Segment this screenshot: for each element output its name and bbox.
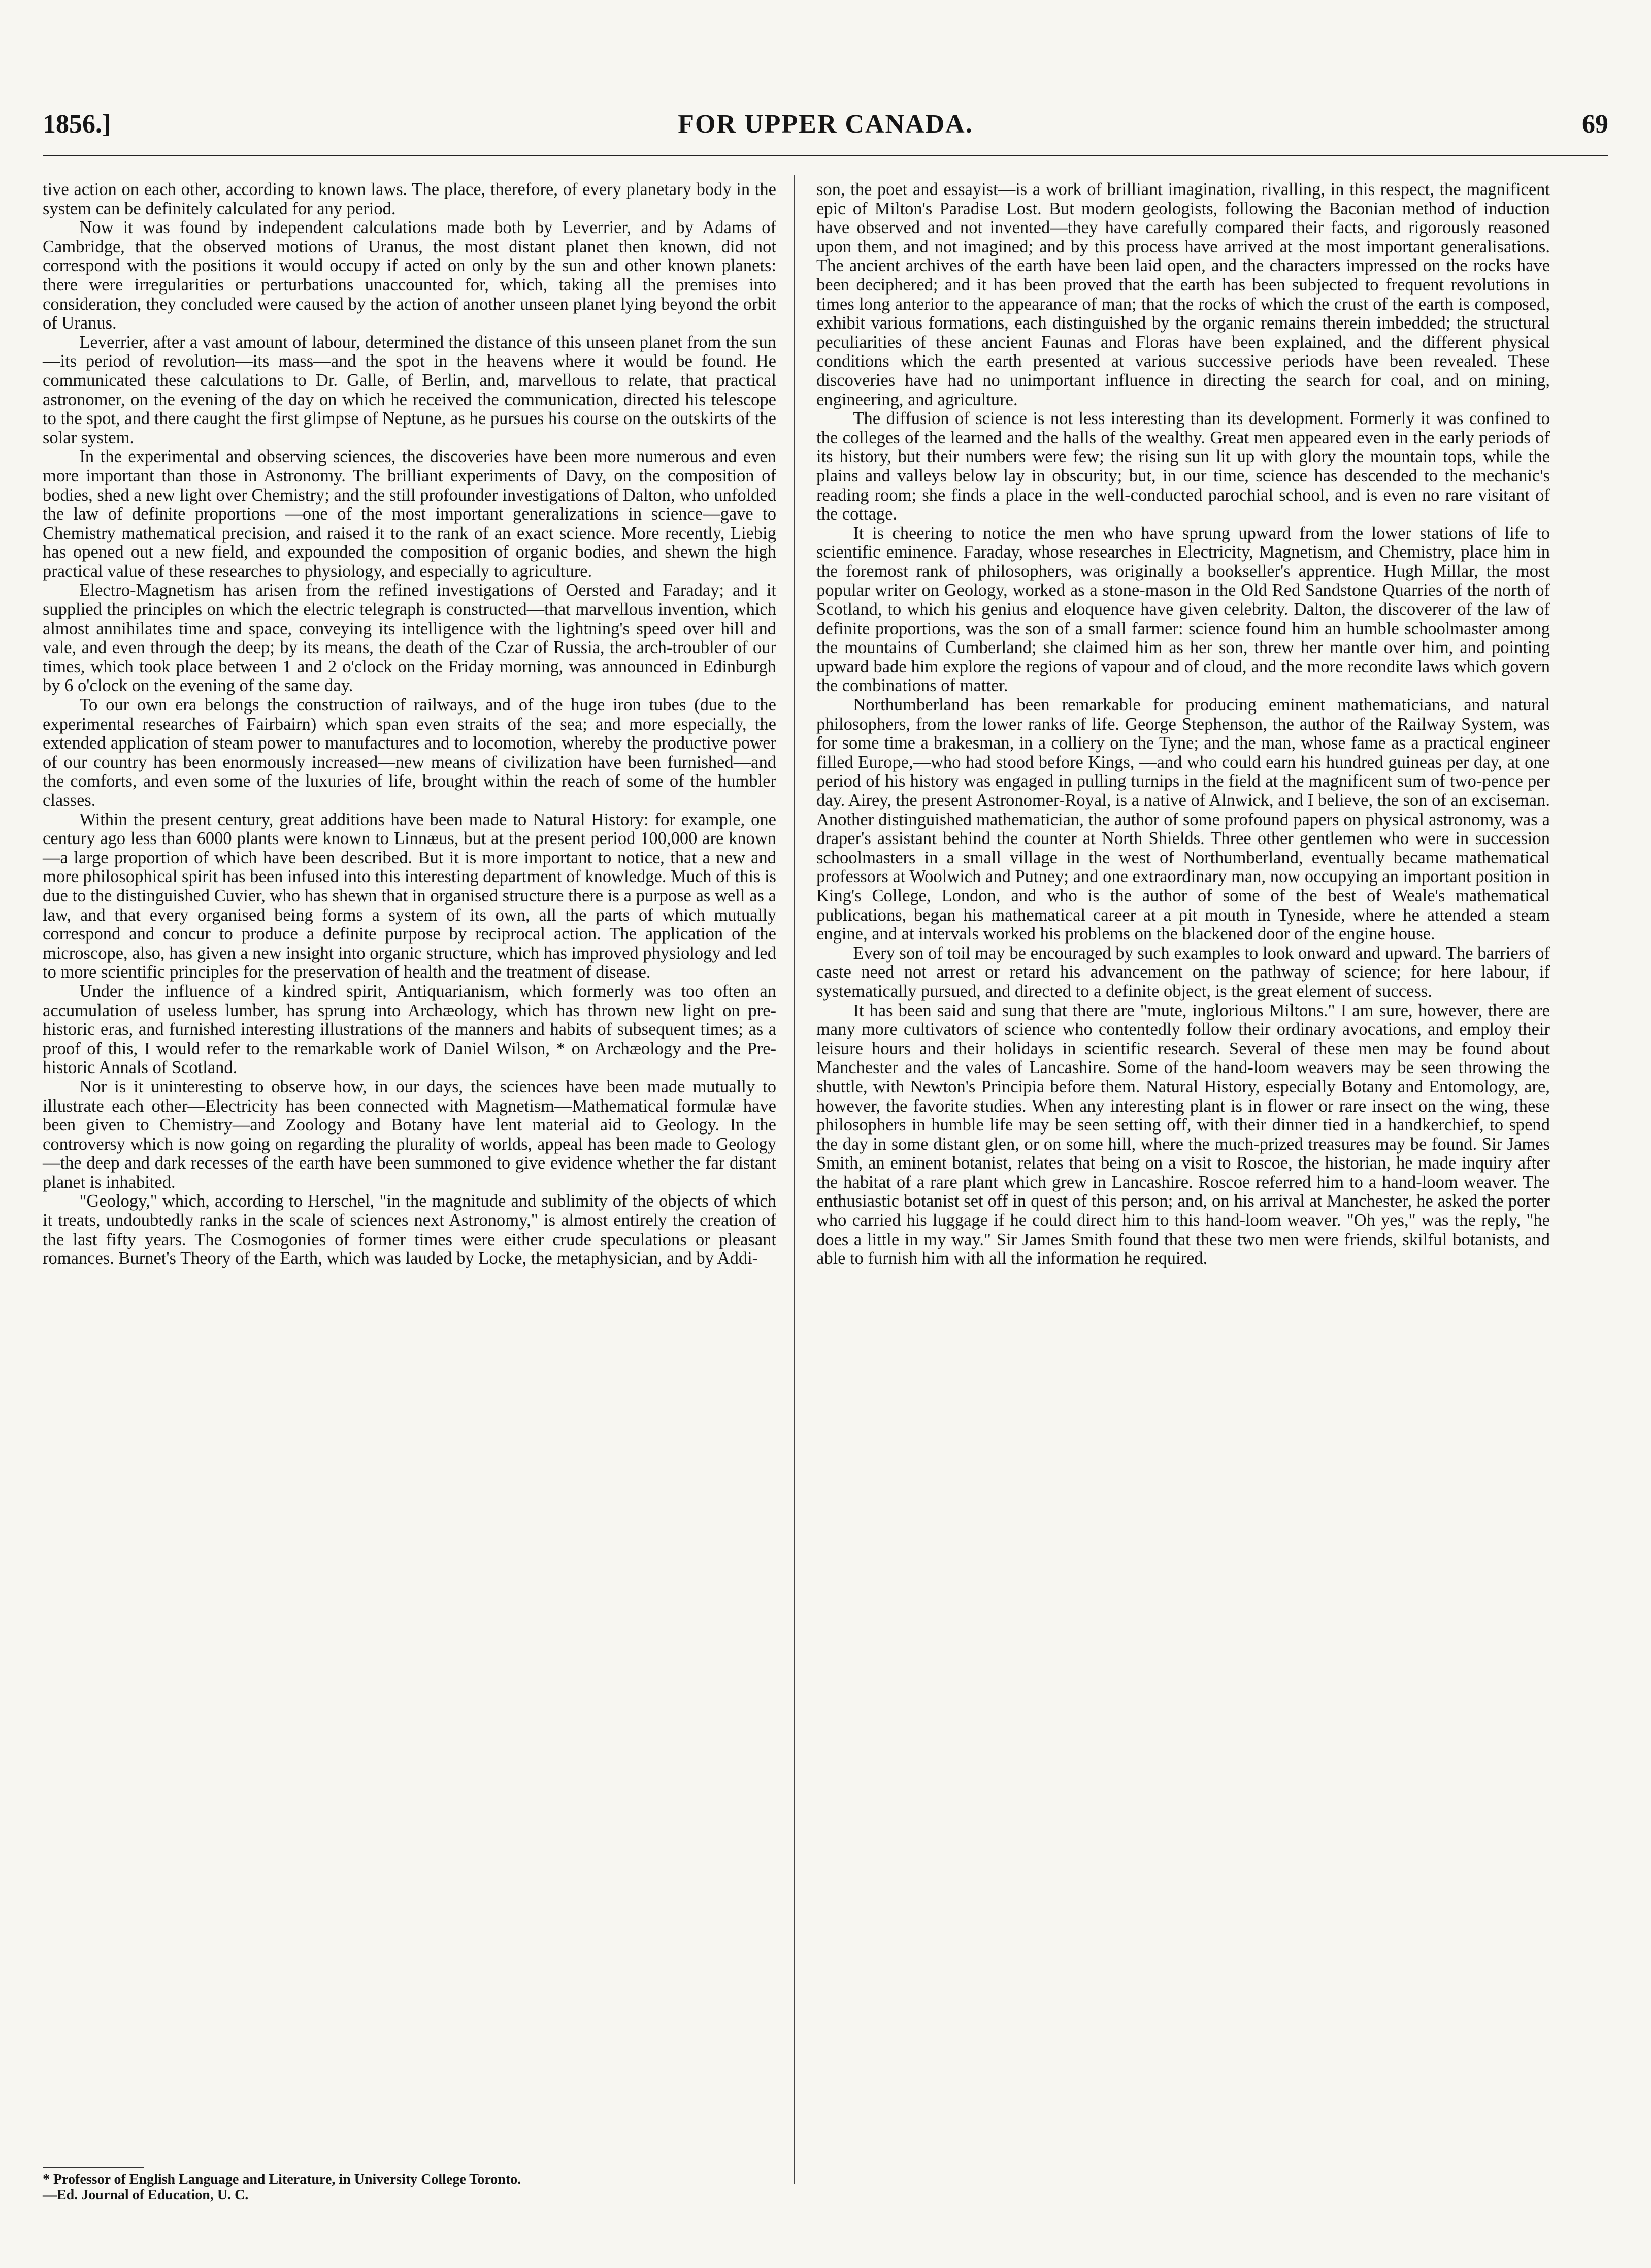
- header-title: FOR UPPER CANADA.: [678, 110, 973, 139]
- paragraph: In the experimental and observing sciences, the discoveries have been more numerous and even more important than those in Astronomy. The brilliant experiments of Davy, on the composition of bodies, shed a new light over Chemistry; and the still profounder investigations of Dalton, who unfolded the law of definite proportions —one of the most important generalizations in science—gave to Chemistry mathematical precision, and raised it to the rank of an exact science. More recently, Liebig has opened out a new field, and expounded the composition of organic bodies, and shewn the high practical value of these researches to physiology, and especially to agriculture.: [43, 447, 776, 581]
- paragraph: Leverrier, after a vast amount of labour, determined the distance of this unseen planet from the sun—its period of revolution—its mass—and the spot in the heavens where it would be found. He communicated these calculations to Dr. Galle, of Berlin, and, marvellous to relate, that practical astronomer, on the evening of the day on which he received the communication, directed his telescope to the spot, and there caught the first glimpse of Neptune, as he pursues his course on the outskirts of the solar system.: [43, 332, 776, 447]
- running-header: [43, 104, 1608, 145]
- footnote: [43, 2172, 776, 2203]
- paragraph: Under the influence of a kindred spirit, Antiquarianism, which formerly was too often an accumulation of useless lumber, has sprung into Archæology, which has thrown new light on pre-historic eras, and furnished interesting illustrations of the manners and habits of subsequent times; as a proof of this, I would refer to the remarkable work of Daniel Wilson, * on Archæology and the Pre-historic Annals of Scotland.: [43, 981, 776, 1078]
- paragraph: To our own era belongs the construction of railways, and of the huge iron tubes (due to the experimental researches of Fairbairn) which span even straits of the sea; and more especially, the extended application of steam power to manufactures and to locomotion, whereby the productive power of our country has been enormously increased—new means of civilization have been furnished—and the comforts, and even some of the luxuries of life, brought within the reach of some of the humbler classes.: [43, 695, 776, 810]
- right-column: [816, 180, 1550, 1269]
- paragraph: Nor is it uninteresting to observe how, in our days, the sciences have been made mutually to illustrate each other—Electricity has been connected with Magnetism—Mathematical formulæ have been given to Chemistry—and Zoology and Botany have lent material aid to Geology. In the controversy which is now going on regarding the plurality of worlds, appeal has been made to Geology—the deep and dark recesses of the earth have been summoned to give evidence whether the far distant planet is inhabited.: [43, 1077, 776, 1192]
- column-divider: [794, 175, 795, 2184]
- paragraph: Northumberland has been remarkable for producing eminent mathematicians, and natural philosophers, from the lower ranks of life. George Stephenson, the author of the Railway System, was for some time a brakesman, in a colliery on the Tyne; and the man, whose fame as a practical engineer filled Europe,—who had stood before Kings, —and who could earn his hundred guineas per day, at one period of his history was engaged in pulling turnips in the field at the magnificent sum of two-pence per day. Airey, the present Astronomer-Royal, is a native of Alnwick, and I believe, the son of an exciseman. Another distinguished mathematician, the author of some profound papers on physical astronomy, was a draper's assistant behind the counter at North Shields. Three other gentlemen who were in succession schoolmasters in a small village in the west of Northumberland, eventually became mathematical professors at Woolwich and Putney; and one extraordinary man, now occupying an important position in King's College, London, and who is the author of some of the best of Weale's mathematical publications, began his mathematical career at a pit mouth in Tyneside, where he attended a steam engine, and at intervals worked his problems on the blackened door of the engine house.: [816, 695, 1550, 944]
- footnote-rule: [43, 2167, 144, 2168]
- paragraph: It is cheering to notice the men who have sprung upward from the lower stations of life to scientific eminence. Faraday, whose researches in Electricity, Magnetism, and Chemistry, place him in the foremost rank of philosophers, was originally a bookseller's apprentice. Hugh Millar, the most popular writer on Geology, worked as a stone-mason in the Old Red Sandstone Quarries of the north of Scotland, to which his genius and eloquence have given celebrity. Dalton, the discoverer of the law of definite proportions, was the son of a small farmer: science found him an humble schoolmaster among the mountains of Cumberland; she claimed him as her son, threw her mantle over him, and pointing upward bade him explore the regions of vapour and of cloud, and the more recondite laws which govern the combinations of matter.: [816, 523, 1550, 696]
- left-column: [43, 180, 776, 1269]
- paragraph: Within the present century, great additions have been made to Natural History: for example, one century ago less than 6000 plants were known to Linnæus, but at the present period 100,000 are known —a large proportion of which have been described. But it is more important to notice, that a new and more philosophical spirit has been infused into this interesting department of knowledge. Much of this is due to the distinguished Cuvier, who has shewn that in organised structure there is a purpose as well as a law, and that every organised being forms a system of its own, all the parts of which mutually correspond and concur to produce a definite purpose by reciprocal action. The application of the microscope, also, has given a new insight into organic structure, which has improved physiology and led to more scientific principles for the preservation of health and the treatment of disease.: [43, 809, 776, 982]
- paragraph: "Geology," which, according to Herschel, "in the magnitude and sublimity of the objects of which it treats, undoubtedly ranks in the scale of sciences next Astronomy," is almost entirely the creation of the last fifty years. The Cosmogonies of former times were either crude speculations or pleasant romances. Burnet's Theory of the Earth, which was lauded by Locke, the metaphysician, and by Addi-: [43, 1191, 776, 1269]
- page-number: 69: [1582, 110, 1608, 139]
- paragraph: Now it was found by independent calculations made both by Leverrier, and by Adams of Cambridge, that the observed motions of Uranus, the most distant planet then known, did not correspond with the positions it would occupy if acted on only by the sun and other known planets: there were irregularities or perturbations unaccounted for, which, taking all the premises into consideration, they concluded were caused by the action of another unseen planet lying beyond the orbit of Uranus.: [43, 218, 776, 333]
- footnote-line: —Ed. Journal of Education, U. C.: [43, 2187, 249, 2203]
- header-rule: [43, 155, 1608, 156]
- paragraph: tive action on each other, according to known laws. The place, therefore, of every planetary body in the system can be definitely calculated for any period.: [43, 180, 776, 218]
- paragraph: Every son of toil may be encouraged by such examples to look onward and upward. The barriers of caste need not arrest or retard his advancement on the pathway of science; for here labour, if systematically pursued, and directed to a definite object, is the great element of success.: [816, 943, 1550, 1001]
- paragraph: The diffusion of science is not less interesting than its development. Formerly it was confined to the colleges of the learned and the halls of the wealthy. Great men appeared even in the early periods of its history, but their numbers were few; the rising sun lit up with glory the mountain tops, while the plains and valleys below lay in obscurity; but, in our time, science has descended to the mechanic's reading room; she finds a place in the well-conducted parochial school, and is even no rare visitant of the cottage.: [816, 409, 1550, 524]
- paragraph: son, the poet and essayist—is a work of brilliant imagination, rivalling, in this respect, the magnificent epic of Milton's Paradise Lost. But modern geologists, following the Baconian method of induction have observed and not invented—they have carefully compared their facts, and rigorously reasoned upon them, and not imagined; and by this process have arrived at the most important generalisations. The ancient archives of the earth have been laid open, and the characters impressed on the rocks have been deciphered; and it has been proved that the earth has been subjected to frequent revolutions in times long anterior to the appearance of man; that the rocks of which the crust of the earth is composed, exhibit various formations, each distinguished by the organic remains therein imbedded; the structural peculiarities of these ancient Faunas and Floras have been explained, and the different physical conditions which the earth presented at various successive periods have been revealed. These discoveries have had no unimportant influence in directing the search for coal, and on mining, engineering, and agriculture.: [816, 180, 1550, 409]
- footnote-line: * Professor of English Language and Literature, in University College Toronto.: [43, 2172, 521, 2187]
- paragraph: It has been said and sung that there are "mute, inglorious Miltons." I am sure, however, there are many more cultivators of science who contentedly follow their ordinary avocations, and employ their leisure hours and their holidays in scientific research. Several of these men may be found about Manchester and the vales of Lancashire. Some of the hand-loom weavers may be seen throwing the shuttle, with Newton's Principia before them. Natural History, especially Botany and Entomology, are, however, the favorite studies. When any interesting plant is in flower or rare insect on the wing, these philosophers in humble life may be seen setting off, with their dinner tied in a handkerchief, to spend the day in some distant glen, or on some hill, where the much-prized treasures may be found. Sir James Smith, an eminent botanist, relates that being on a visit to Roscoe, the historian, he made inquiry after the habitat of a rare plant which grew in Lancashire. Roscoe referred him to a hand-loom weaver. The enthusiastic botanist set off in quest of this person; and, on his arrival at Manchester, he asked the porter who carried his luggage if he could direct him to this hand-loom weaver. "Oh yes," was the reply, "he does a little in my way." Sir James Smith found that these two men were friends, skilful botanists, and able to furnish him with all the information he required.: [816, 1000, 1550, 1269]
- header-year: 1856.]: [43, 110, 111, 139]
- paragraph: Electro-Magnetism has arisen from the refined investigations of Oersted and Faraday; and it supplied the principles on which the electric telegraph is constructed—that marvellous invention, which almost annihilates time and space, conveying its intelligence with the lightning's speed over hill and vale, and even through the deep; by its means, the death of the Czar of Russia, the arch-troubler of our times, which took place between 1 and 2 o'clock on the Friday morning, was announced in Edinburgh by 6 o'clock on the evening of the same day.: [43, 580, 776, 696]
